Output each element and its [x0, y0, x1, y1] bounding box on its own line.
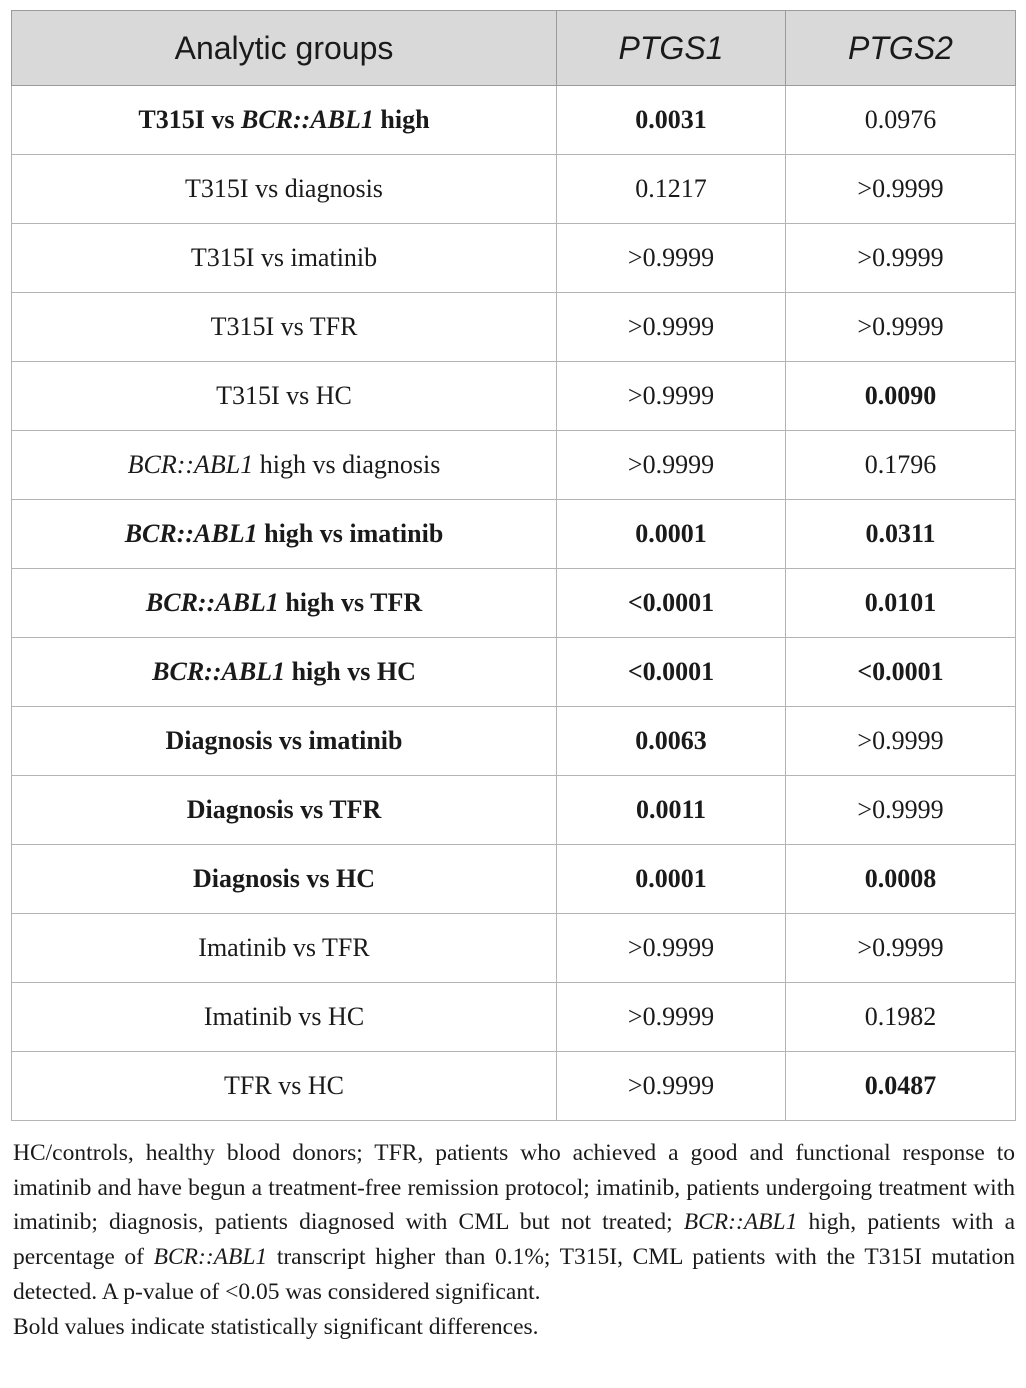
table-row	[12, 845, 1016, 914]
cell-ptgs1-pvalue: 0.0063	[557, 707, 786, 776]
cell-analytic-group	[12, 776, 557, 845]
footnote-text-part: HC/controls, healthy blood donors; TFR, patients who achieved a good and functional response to imatinib and have begun a treatment-free remission protocol; imatinib, patients undergoing treatment with imatinib; diagnosis, patients diagnosed with CML but not treated;	[13, 1140, 1015, 1236]
cell-analytic-group	[12, 983, 557, 1052]
group-text-part: high vs imatinib	[257, 519, 444, 548]
cell-ptgs1-pvalue: >0.9999	[557, 914, 786, 983]
group-text-part: Imatinib vs TFR	[198, 933, 370, 962]
table-row	[12, 362, 1016, 431]
cell-ptgs2-pvalue: >0.9999	[786, 776, 1016, 845]
cell-ptgs1-pvalue: >0.9999	[557, 224, 786, 293]
group-text-part: T315I vs HC	[216, 381, 352, 410]
group-text-part: Diagnosis vs HC	[192, 864, 376, 893]
group-text-part: high vs HC	[285, 657, 416, 686]
table-row	[12, 569, 1016, 638]
cell-analytic-group	[12, 155, 557, 224]
table-body	[12, 86, 1016, 1121]
group-text-part: Diagnosis vs imatinib	[165, 726, 403, 755]
cell-ptgs2-pvalue: >0.9999	[786, 293, 1016, 362]
group-text-part: high vs TFR	[278, 588, 423, 617]
cell-ptgs2-pvalue: 0.0090	[786, 362, 1016, 431]
cell-ptgs2-pvalue: 0.0008	[786, 845, 1016, 914]
group-text-part: BCR::ABL1	[127, 450, 254, 479]
table-row	[12, 500, 1016, 569]
cell-ptgs1-pvalue: >0.9999	[557, 362, 786, 431]
cell-ptgs1-pvalue: >0.9999	[557, 293, 786, 362]
header-ptgs2: PTGS2	[786, 11, 1016, 86]
group-text-part: T315I vs imatinib	[190, 243, 378, 272]
cell-ptgs1-pvalue: 0.0011	[557, 776, 786, 845]
cell-ptgs2-pvalue: 0.0311	[786, 500, 1016, 569]
group-text-part: T315I vs TFR	[210, 312, 358, 341]
cell-analytic-group	[12, 362, 557, 431]
cell-ptgs2-pvalue: 0.1982	[786, 983, 1016, 1052]
table-row	[12, 914, 1016, 983]
cell-analytic-group	[12, 86, 557, 155]
group-text-part: T315I vs diagnosis	[185, 174, 383, 203]
cell-ptgs2-pvalue: 0.0487	[786, 1052, 1016, 1121]
cell-analytic-group	[12, 500, 557, 569]
table-row	[12, 638, 1016, 707]
footnote-text-part: BCR::ABL1	[683, 1209, 798, 1236]
table-header-row	[12, 11, 1016, 86]
group-text-part: BCR::ABL1	[124, 519, 258, 548]
cell-analytic-group	[12, 707, 557, 776]
table-row	[12, 293, 1016, 362]
cell-ptgs1-pvalue: >0.9999	[557, 431, 786, 500]
cell-ptgs1-pvalue: >0.9999	[557, 983, 786, 1052]
cell-ptgs1-pvalue: <0.0001	[557, 638, 786, 707]
group-text-part: T315I vs	[138, 105, 241, 134]
cell-ptgs2-pvalue: 0.1796	[786, 431, 1016, 500]
cell-analytic-group	[12, 1052, 557, 1121]
group-text-part: high vs diagnosis	[253, 450, 441, 479]
cell-ptgs1-pvalue: 0.0031	[557, 86, 786, 155]
header-analytic-groups: Analytic groups	[12, 11, 557, 86]
group-text-part: BCR::ABL1	[145, 588, 279, 617]
results-table	[11, 10, 1016, 1121]
cell-ptgs2-pvalue: >0.9999	[786, 914, 1016, 983]
table-row	[12, 155, 1016, 224]
cell-ptgs2-pvalue: >0.9999	[786, 707, 1016, 776]
cell-ptgs1-pvalue: 0.0001	[557, 500, 786, 569]
table-row	[12, 431, 1016, 500]
group-text-part: Diagnosis vs TFR	[186, 795, 382, 824]
header-ptgs1: PTGS1	[557, 11, 786, 86]
table-row	[12, 224, 1016, 293]
cell-analytic-group	[12, 914, 557, 983]
cell-analytic-group	[12, 293, 557, 362]
group-text-part: BCR::ABL1	[241, 105, 374, 134]
cell-ptgs2-pvalue: 0.0976	[786, 86, 1016, 155]
cell-ptgs1-pvalue: 0.1217	[557, 155, 786, 224]
results-table-container	[11, 10, 1015, 1121]
group-text-part: BCR::ABL1	[152, 657, 286, 686]
table-row	[12, 86, 1016, 155]
cell-ptgs2-pvalue: >0.9999	[786, 155, 1016, 224]
cell-ptgs1-pvalue: 0.0001	[557, 845, 786, 914]
cell-ptgs1-pvalue: >0.9999	[557, 1052, 786, 1121]
cell-ptgs2-pvalue: 0.0101	[786, 569, 1016, 638]
cell-ptgs2-pvalue: >0.9999	[786, 224, 1016, 293]
group-text-part: high	[373, 105, 430, 134]
cell-analytic-group	[12, 224, 557, 293]
group-text-part: TFR vs HC	[224, 1071, 344, 1100]
cell-analytic-group	[12, 845, 557, 914]
cell-analytic-group	[12, 431, 557, 500]
cell-analytic-group	[12, 638, 557, 707]
table-row	[12, 1052, 1016, 1121]
footnote-text-part: transcript higher than 0.1%; T315I, CML patients with the T315I mutation detected. A p-value of <0.05 was considered significant.	[13, 1244, 1015, 1305]
group-text-part: Imatinib vs HC	[203, 1002, 365, 1031]
table-footnote	[13, 1136, 1015, 1344]
cell-analytic-group	[12, 569, 557, 638]
table-row	[12, 707, 1016, 776]
cell-ptgs2-pvalue: <0.0001	[786, 638, 1016, 707]
footnote-text-part: BCR::ABL1	[153, 1244, 268, 1271]
table-row	[12, 983, 1016, 1052]
footnote-bold-note: Bold values indicate statistically significant differences.	[13, 1313, 539, 1340]
table-row	[12, 776, 1016, 845]
cell-ptgs1-pvalue: <0.0001	[557, 569, 786, 638]
footnote-definitions	[13, 1136, 1015, 1310]
footnote-text-part: high, patients with a percentage of	[13, 1209, 1015, 1271]
